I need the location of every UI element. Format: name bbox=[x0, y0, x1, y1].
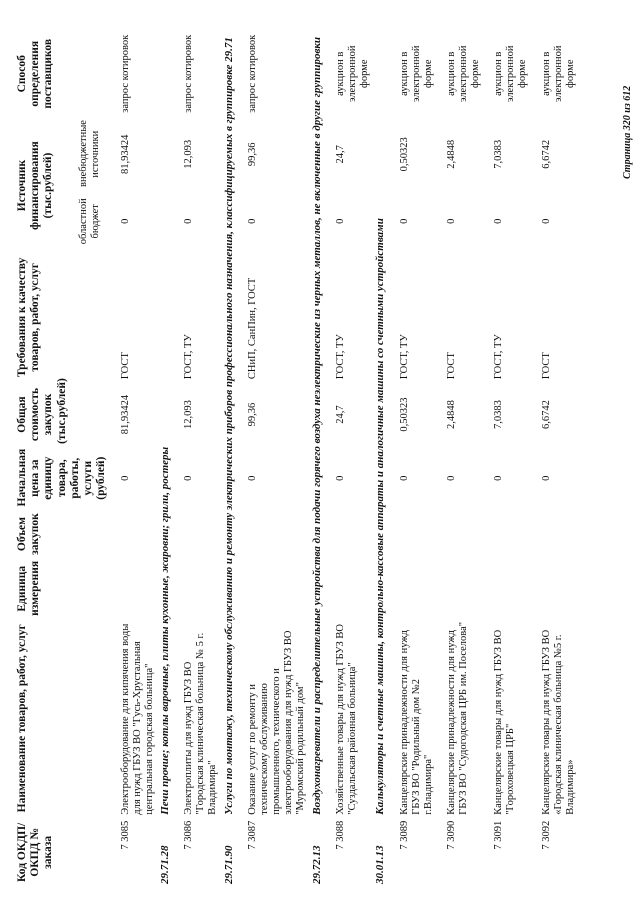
extra-budget: 81,93424 bbox=[119, 134, 131, 174]
order-number bbox=[110, 818, 157, 887]
header-name: Наименование товаров, работ, услуг bbox=[16, 624, 28, 813]
extra-budget: 6,6742 bbox=[540, 139, 552, 169]
header-method: Способ определения поставщиков bbox=[16, 38, 55, 109]
group-row bbox=[372, 29, 389, 887]
volume bbox=[436, 509, 483, 558]
table-row bbox=[237, 29, 308, 887]
extra-budget: 12,093 bbox=[183, 139, 195, 169]
total-cost: 7,0383 bbox=[493, 400, 505, 429]
extra-budget: 7,0383 bbox=[493, 139, 505, 169]
header-total: Общая стоимость закупок (тыс.рублей) bbox=[16, 378, 68, 444]
group-row bbox=[221, 29, 238, 887]
procurement-method: аукцион в электронной форме bbox=[493, 45, 529, 102]
order-prefix: 7 bbox=[335, 844, 347, 850]
procurement-method: аукцион в электронной форме bbox=[335, 45, 371, 102]
total-cost: 24,7 bbox=[335, 405, 347, 424]
order-num: 3089 bbox=[398, 820, 410, 842]
table-row bbox=[325, 29, 372, 887]
volume bbox=[531, 509, 578, 558]
price: 0 bbox=[247, 475, 259, 481]
procurement-method: аукцион в электронной форме bbox=[398, 45, 435, 102]
header-unit: Единица измерения bbox=[16, 560, 42, 616]
total-cost: 12,093 bbox=[183, 400, 195, 429]
order-num: 3092 bbox=[540, 820, 552, 842]
group-code: 29.71.90 bbox=[222, 845, 235, 884]
order-prefix: 7 bbox=[446, 844, 458, 850]
order-number bbox=[325, 818, 372, 887]
regional-budget: 0 bbox=[335, 218, 347, 224]
price: 0 bbox=[119, 475, 131, 481]
procurement-method: аукцион в электронной форме bbox=[540, 45, 576, 102]
table-row bbox=[531, 29, 578, 887]
unit bbox=[531, 559, 578, 619]
procurement-method: запрос котировок bbox=[247, 34, 259, 113]
total-cost: 2,4848 bbox=[446, 400, 458, 429]
total-cost: 81,93424 bbox=[119, 394, 131, 435]
procurement-method: запрос котировок bbox=[183, 34, 195, 113]
group-title: Печи прочие; котлы варочные, плиты кухонные, жаровни; грили, ростеры bbox=[158, 446, 171, 815]
header-price: Начальная цена за единицу товара, работы, услуги (рублей) bbox=[16, 448, 108, 507]
price: 0 bbox=[335, 475, 347, 481]
regional-budget: 0 bbox=[446, 218, 458, 224]
regional-budget: 0 bbox=[540, 218, 552, 224]
order-number bbox=[389, 818, 436, 887]
total-cost: 99,36 bbox=[247, 402, 259, 427]
volume bbox=[483, 509, 530, 558]
extra-budget: 2,4848 bbox=[446, 139, 458, 169]
total-cost: 6,6742 bbox=[540, 400, 552, 429]
header-source: Источник финансирования (тыс.рублей) bbox=[16, 141, 55, 230]
header-code: Код ОКДП/ ОКПД № заказа bbox=[16, 822, 55, 882]
volume bbox=[325, 509, 372, 558]
unit bbox=[483, 559, 530, 619]
extra-budget: 0,50323 bbox=[398, 137, 410, 172]
group-row bbox=[157, 29, 174, 887]
group-title: Услуги по монтажу, техническому обслуживанию и ремонту электрических приборов профессионального назначения, классифицируемых в группировке 29.71 bbox=[222, 37, 235, 815]
requirements: ГОСТ bbox=[540, 352, 552, 380]
order-num: 3091 bbox=[493, 820, 505, 842]
unit bbox=[325, 559, 372, 619]
regional-budget: 0 bbox=[493, 218, 505, 224]
order-prefix: 7 bbox=[183, 844, 195, 850]
group-row bbox=[309, 29, 326, 887]
item-name: Электроплиты для нужд ГБУЗ ВО "Городская клиническая больница № 5 г. Владимира" bbox=[183, 632, 219, 815]
procurement-table bbox=[12, 29, 578, 887]
price: 0 bbox=[540, 475, 552, 481]
order-number bbox=[237, 818, 308, 887]
header-volume: Объем закупок bbox=[16, 513, 42, 555]
requirements: ГОСТ, ТУ bbox=[335, 334, 347, 380]
table-row bbox=[436, 29, 483, 887]
requirements: ГОСТ, ТУ bbox=[398, 334, 410, 380]
group-code: 29.71.28 bbox=[158, 845, 171, 884]
order-prefix: 7 bbox=[540, 844, 552, 850]
requirements: ГОСТ, ТУ bbox=[493, 334, 505, 380]
extra-budget: 24,7 bbox=[335, 145, 347, 164]
item-name: Хозяйственные товары для нужд ГБУЗ ВО "Суздальская районная больница" bbox=[335, 624, 359, 815]
table-row bbox=[173, 29, 220, 887]
item-name: Канцелярские принадлежности для нужд ГБУЗ ВО "Судогодская ЦРБ им. Поселова" bbox=[446, 621, 470, 815]
regional-budget: 0 bbox=[119, 218, 131, 224]
procurement-method: запрос котировок bbox=[119, 34, 131, 113]
regional-budget: 0 bbox=[247, 218, 259, 224]
order-num: 3085 bbox=[119, 820, 131, 842]
price: 0 bbox=[446, 475, 458, 481]
item-name: Оказание услуг по ремонту и техническому обслуживанию промышленного, технического и электрооборудования для нужд ГБУЗ ВО "Муромский родильный дом" bbox=[247, 630, 307, 815]
order-num: 3087 bbox=[247, 820, 259, 842]
group-code: 30.01.13 bbox=[374, 845, 387, 884]
table-body bbox=[110, 29, 578, 887]
procurement-method: аукцион в электронной форме bbox=[446, 45, 482, 102]
unit bbox=[173, 559, 220, 619]
item-name: Электрооборудование для кипячения воды для нужд ГБУЗ ВО "Гусь-Хрустальная центральная городская больница" bbox=[119, 623, 155, 815]
item-name: Канцелярские принадлежности для нужд ГБУЗ ВО "Родильный дом №2 г.Владимира" bbox=[398, 630, 435, 815]
item-name: Канцелярские товары для нужд ГБУЗ ВО «Городская клиническая больница №5 г. Владимира» bbox=[540, 629, 576, 815]
requirements: ГОСТ bbox=[119, 352, 131, 380]
order-prefix: 7 bbox=[493, 844, 505, 850]
order-number bbox=[531, 818, 578, 887]
group-title: Воздухонагреватели и распределительные устройства для подачи горячего воздуха неэлектрические из черных металлов, не включенные в другие группировки bbox=[310, 36, 323, 815]
order-number bbox=[483, 818, 530, 887]
table-row bbox=[483, 29, 530, 887]
order-number bbox=[173, 818, 220, 887]
header-source-regional: областной бюджет bbox=[77, 198, 102, 245]
regional-budget: 0 bbox=[398, 218, 410, 224]
price: 0 bbox=[183, 475, 195, 481]
unit bbox=[389, 559, 436, 619]
price: 0 bbox=[398, 475, 410, 481]
volume bbox=[110, 509, 157, 558]
order-num: 3086 bbox=[183, 820, 195, 842]
table-row bbox=[389, 29, 436, 887]
order-prefix: 7 bbox=[247, 844, 259, 850]
page-footer: Страница 320 из 612 bbox=[622, 85, 633, 179]
order-prefix: 7 bbox=[398, 844, 410, 850]
unit bbox=[436, 559, 483, 619]
header-row bbox=[12, 29, 64, 887]
item-name: Канцелярские товары для нужд ГБУЗ ВО "Гороховецкая ЦРБ" bbox=[493, 629, 517, 815]
order-number bbox=[436, 818, 483, 887]
regional-budget: 0 bbox=[183, 218, 195, 224]
requirements: СНиП, СанПин, ГОСТ bbox=[247, 277, 259, 380]
table-row bbox=[110, 29, 157, 887]
volume bbox=[173, 509, 220, 558]
unit bbox=[110, 559, 157, 619]
total-cost: 0,50323 bbox=[398, 397, 410, 432]
unit bbox=[237, 559, 308, 619]
header-requirements: Требования к качеству товаров, работ, услуг bbox=[16, 257, 42, 378]
extra-budget: 99,36 bbox=[247, 142, 259, 167]
price: 0 bbox=[493, 475, 505, 481]
order-num: 3088 bbox=[335, 820, 347, 842]
order-prefix: 7 bbox=[119, 844, 131, 850]
requirements: ГОСТ bbox=[446, 352, 458, 380]
volume bbox=[237, 509, 308, 558]
order-num: 3090 bbox=[446, 820, 458, 842]
header-source-extra: внебюджетные источники bbox=[77, 120, 102, 187]
group-code: 29.72.13 bbox=[310, 845, 323, 884]
requirements: ГОСТ, ТУ bbox=[183, 334, 195, 380]
volume bbox=[389, 509, 436, 558]
group-title: Калькуляторы и счетные машины, контрольно-кассовые аппараты и аналогичные машины со счетными устройствами bbox=[374, 218, 387, 815]
